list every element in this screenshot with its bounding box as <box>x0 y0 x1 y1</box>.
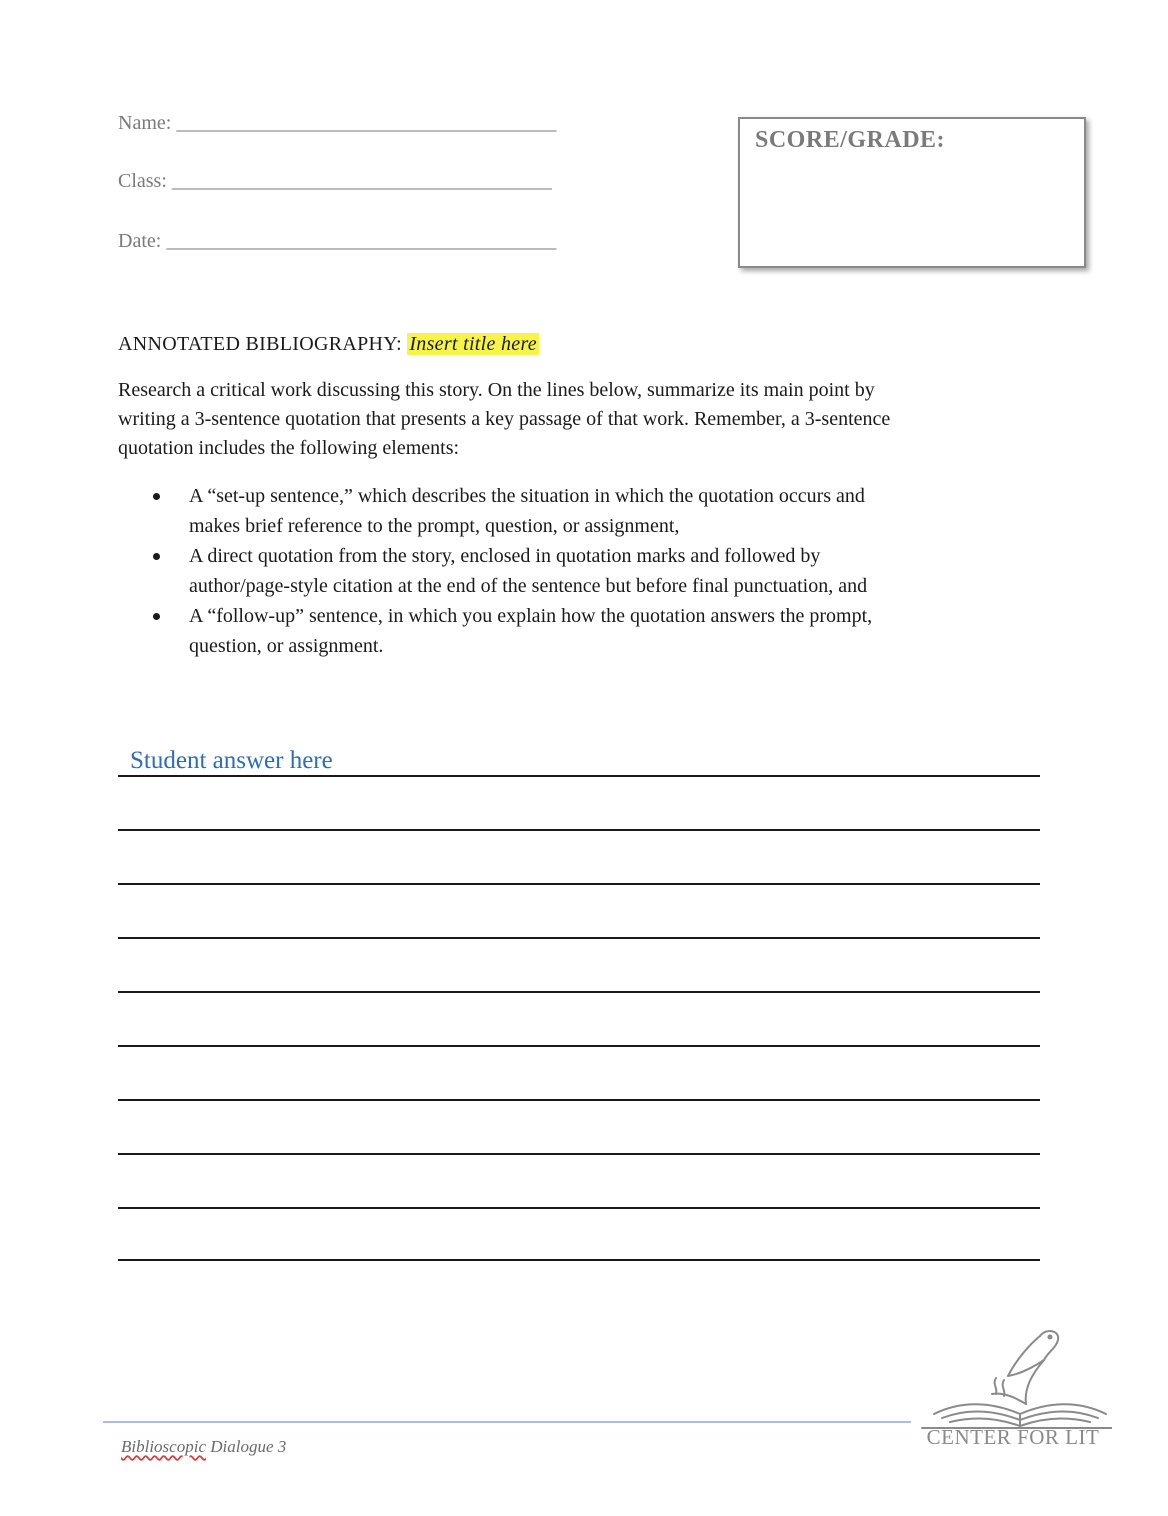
list-item-line: A “follow-up” sentence, in which you explain how the quotation answers the prompt, <box>189 605 873 627</box>
title-placeholder[interactable]: Insert title here <box>409 333 537 355</box>
instructions-paragraph <box>118 376 1043 463</box>
instructions-line: Research a critical work discussing this story. On the lines below, summarize its main point by <box>118 379 875 401</box>
list-item-line: question, or assignment. <box>189 635 384 657</box>
class-blank[interactable]: ______________________________________ <box>171 170 552 192</box>
list-item-line: A “set-up sentence,” which describes the situation in which the quotation occurs and <box>189 485 865 507</box>
answer-line[interactable] <box>118 1207 1040 1209</box>
answer-line[interactable] <box>118 1259 1040 1261</box>
elements-list <box>150 481 1050 661</box>
date-blank[interactable]: _______________________________________ <box>166 230 557 252</box>
class-label: Class: <box>118 170 167 192</box>
answer-line[interactable] <box>118 937 1040 939</box>
date-label: Date: <box>118 230 162 252</box>
answer-line[interactable] <box>118 1153 1040 1155</box>
date-field[interactable] <box>118 230 556 253</box>
student-answer-placeholder[interactable]: Student answer here <box>130 747 333 774</box>
list-item <box>150 481 1050 541</box>
name-label: Name: <box>118 112 172 134</box>
footer-title <box>121 1437 286 1457</box>
answer-line[interactable] <box>118 1099 1040 1101</box>
name-blank[interactable]: ______________________________________ <box>176 112 557 134</box>
answer-line[interactable] <box>118 1045 1040 1047</box>
name-field[interactable] <box>118 112 556 135</box>
score-grade-box <box>738 117 1086 268</box>
heading-prefix: ANNOTATED BIBLIOGRAPHY: <box>118 333 403 355</box>
list-item-line: makes brief reference to the prompt, question, or assignment, <box>189 515 680 537</box>
instructions-line: writing a 3-sentence quotation that presents a key passage of that work. Remember, a 3-sentence <box>118 408 891 430</box>
answer-line[interactable] <box>118 829 1040 831</box>
footer-divider <box>103 1421 911 1423</box>
list-item-line: A direct quotation from the story, enclosed in quotation marks and followed by <box>189 545 821 567</box>
class-field[interactable] <box>118 170 552 193</box>
list-item <box>150 541 1050 601</box>
list-item <box>150 601 1050 661</box>
page-title <box>118 333 539 356</box>
list-item-line: author/page-style citation at the end of the sentence but before final punctuation, and <box>189 575 868 597</box>
answer-line[interactable] <box>118 883 1040 885</box>
score-grade-label: SCORE/GRADE: <box>755 127 946 153</box>
logo-text: CENTER FOR LIT <box>926 1425 1100 1449</box>
answer-line[interactable] <box>118 991 1040 993</box>
footer-title-word: Biblioscopic <box>121 1437 206 1456</box>
footer-title-rest: Dialogue 3 <box>205 1437 287 1456</box>
instructions-line: quotation includes the following elements: <box>118 437 460 459</box>
answer-line[interactable] <box>118 775 1040 777</box>
